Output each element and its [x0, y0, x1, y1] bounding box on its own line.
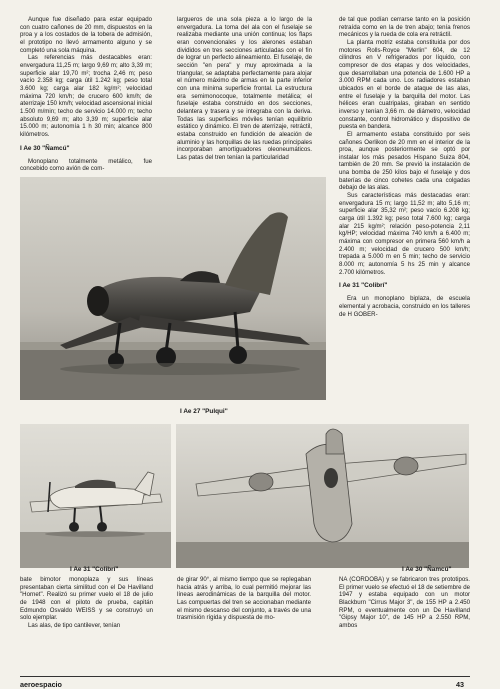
paragraph: bate bimotor monoplaza y sus líneas presentaban cierta similitud con el De Havilland "Hornet". Realizó su primer vuelo el 18 de julio de 1948 con el piloto de prueba, capitán Edmundo Osvaldo WEISS y se construyó un solo ejemplar.	[20, 576, 153, 622]
paragraph: Las referencias más destacables eran: envergadura 11,25 m; largo 9,69 m; alto 3,39 m; superficie alar 19,70 m²; trocha 2,46 m; peso vacío 2.358 kg; carga útil 1.242 kg; peso total 3.600 kg; carga alar 182 kg/m²; velocidad máxima 720 km/h; de crucero 600 km/h; de aterrizaje 150 km/h; velocidad ascensional inicial 1.500 m/min; techo de servicio 14.000 m; techo absoluto 9,69 m; alto 3,39 m; superficie alar 15.000 m; autonomía 1 h 30 min; alcance 800 kilómetros.	[20, 54, 152, 138]
paragraph: La planta motriz estaba constituida por dos motores Rolls-Royce "Merlin" 604, de 12 cilindros en V refrigerados por líquido, con compresor de dos etapas y dos velocidades, que desarrollaban una potencia de 1.600 HP a 3.000 RPM cada uno. Los radiadores estaban ubicados en el borde de ataque de las alas, entre el fuselaje y la barquilla del motor. Las hélices eran cuatripalas, giraban en sentido inverso y tenían 3,66 m. de diámetro, velocidad constante, control hidromático y dispositivo de puesta en bandera.	[339, 38, 470, 131]
paragraph: Sus características más destacadas eran: envergadura 15 m; largo 11,52 m; alto 5,16 m; superficie alar 35,32 m²; peso vacío 6.208 kg; carga útil 1.392 kg; peso total 7.600 kg; carga alar 215 kg/m²; relación peso-potencia 2,11 kg/HP; velocidad máxima 740 km/h a 6.400 m; máxima con compresor en primera 560 km/h a 2.400 m; velocidad de crucero 500 km/h; trepada a 5.000 m en 5 min; techo de servicio 8.000 m; autonomía 5 hs 25 min y alcance 2.700 kilómetros.	[339, 192, 470, 276]
photo-pulqui-jet	[20, 177, 326, 400]
paragraph: Las alas, de tipo cantilever, tenían	[28, 621, 121, 629]
paragraph: largueros de una sola pieza a lo largo de la envergadura. La toma del ala con el fuselaje se realizaba mediante una unión continua; los flaps eran convencionales y los alerones estaban divididos en tres secciones articuladas con el fin de lograr un perfecto alineamiento. El fuselaje, de sección "en pera" y muy aproximada a la triangular, se adaptaba perfectamente para alojar el número máximo de armas en la parte inferior con una mínima superficie frontal. La estructura era semimonocoque, totalmente metálica; el fuselaje estaba construido en dos secciones, delantera y trasera y se integraba con la deriva. Todas las superficies móviles tenían equilibrio estático y dinámico. El tren de aterrizaje, retráctil, estaba construido en fundición de aleación de aluminio y las horquillas de las ruedas principales incorporaban amortiguadores oleoneumáticos. Las patas del tren tenían la particularidad	[177, 16, 312, 161]
article-column-2	[177, 16, 312, 161]
paragraph: Era un monoplano biplaza, de escuela elemental y acrobacia, construido en los talleres de H GOBER-	[339, 295, 470, 318]
page-number: 43	[456, 680, 464, 689]
paragraph: NA (CORDOBA) y se fabricaron tres prototipos. El primer vuelo se efectuó el 18 de setiembre de 1947 y estaba equipado con un motor Blackburn "Cirrus Major 3", de 155 HP a 2.450 RPM, o eventualmente con un De Havilland "Gipsy Major 10", de 145 HP a 2.550 RPM, ambos	[339, 576, 470, 629]
caption-namcu: I Ae 30 "Ñamcú"	[402, 566, 452, 573]
section-heading-namcu: I Ae 30 "Ñamcú"	[20, 144, 70, 152]
article-column-1-continued	[20, 576, 153, 630]
photo-namcu-fighter	[176, 424, 469, 568]
caption-colibri: I Ae 31 "Colibrí"	[70, 566, 119, 573]
article-column-3-continued	[339, 576, 470, 630]
footer-divider	[20, 676, 470, 677]
magazine-name: aeroespacio	[20, 680, 62, 689]
article-column-3	[339, 16, 470, 318]
paragraph: de girar 90°, al mismo tiempo que se replegaban hacia atrás y arriba, lo cual permitió mejorar las líneas aerodinámicas de la barquilla del motor. Las compuertas del tren se accionaban mediante el mismo descanso del conjunto, a través de una trasmisión rígida y dispuesta de mo-	[177, 576, 311, 622]
photo-colibri-trainer	[20, 424, 171, 568]
article-column-2-continued	[177, 576, 311, 622]
paragraph: Aunque fue diseñado para estar equipado con cuatro cañones de 20 mm, dispuestos en la proa y a los costados de la tobera de admisión, el prototipo no llevó armamento alguno y se completó una sola máquina.	[20, 16, 152, 54]
paragraph: de tal que podían cerrarse tanto en la posición retraída como en la de tren abajo; tenía frenos mecánicos y la rueda de cola era retráctil.	[339, 16, 470, 39]
paragraph: El armamento estaba constituido por seis cañones Oerlikon de 20 mm en el interior de la proa, aunque posteriormente se optó por instalar los más pesados Hispano Suiza 804, también de 20 mm. Se previó la instalación de una bomba de 250 kilos bajo el fuselaje y dos baterías de cinco cohetes cada una colgadas debajo de las alas.	[339, 130, 470, 192]
paragraph: Monoplano totalmente metálico, fue concebido como avión de com-	[20, 157, 152, 173]
article-column-1	[20, 16, 152, 173]
section-heading-colibri: I Ae 31 "Colibrí"	[339, 282, 388, 290]
caption-pulqui: I Ae 27 "Pulqui"	[180, 408, 228, 415]
